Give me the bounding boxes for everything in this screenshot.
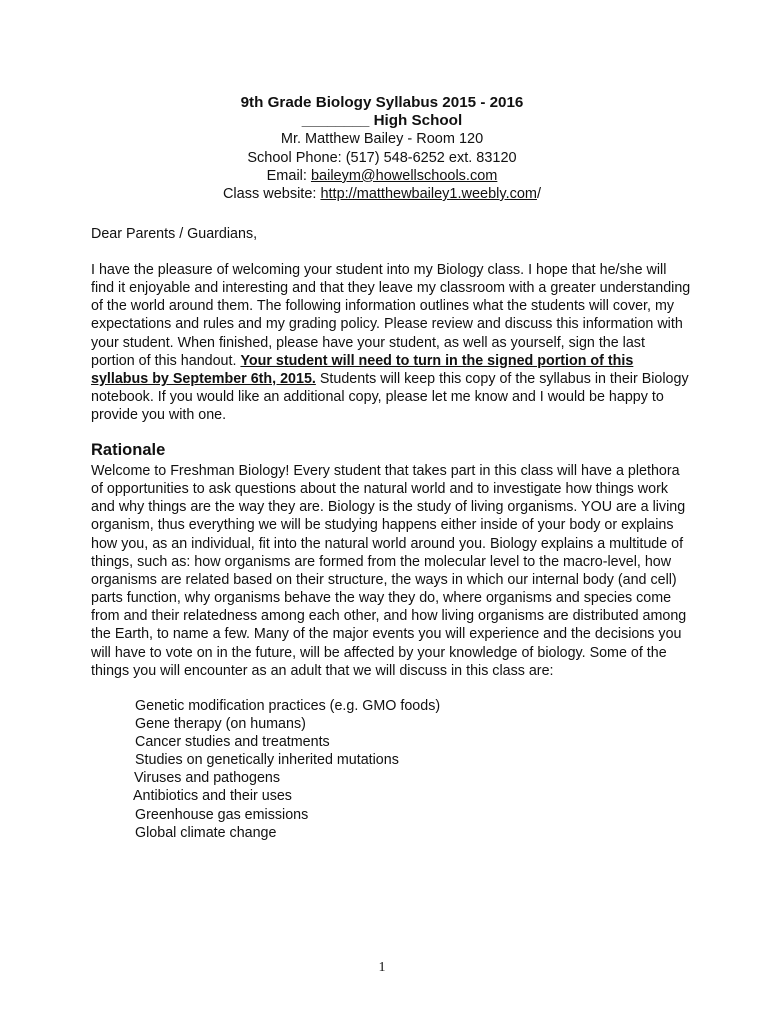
phone-line: School Phone: (517) 548-6252 ext. 83120: [247, 149, 517, 166]
rationale-heading: Rationale: [91, 441, 166, 459]
intro-text: I have the pleasure of welcoming your student into my Biology class. I hope that he/she will find it enjoyable and interesting and that they leave my classroom with a greater understanding of the world around them. The following information outlines what the students will cover, my expectations and rules and my grading policy. Please review and discuss this information with your student. When finished, please have your student, as well as yourself, sign the last portion of this handout.: [91, 262, 691, 369]
list-item: Antibiotics and their uses: [133, 788, 292, 805]
topics-list: [135, 697, 440, 842]
salutation: Dear Parents / Guardians,: [91, 226, 258, 242]
email-label: Email:: [266, 167, 311, 184]
school-name: ________ High School: [301, 112, 463, 130]
teacher-line: Mr. Matthew Bailey - Room 120: [280, 131, 484, 148]
list-item: Cancer studies and treatments: [135, 734, 330, 751]
website-line: [0, 185, 764, 203]
list-item: Viruses and pathogens: [134, 770, 280, 787]
intro-paragraph: [91, 261, 691, 424]
list-item: Global climate change: [135, 824, 277, 841]
website-suffix: /: [537, 186, 542, 203]
signed-portion-notice: Your student will need to turn in the signed portion of this syllabus by September 6th, 2015.: [91, 352, 634, 387]
list-item: Genetic modification practices (e.g. GMO foods): [135, 698, 441, 714]
email-line: [0, 167, 764, 185]
syllabus-header: [0, 94, 764, 203]
list-item: Gene therapy (on humans): [135, 716, 306, 733]
rationale-paragraph: Welcome to Freshman Biology! Every student that takes part in this class will have a plethora of opportunities to ask questions about the natural world and to investigate how things work and why things are the way they are. Biology is the study of living organisms. YOU are a living organism, thus everything we will be studying happens either inside of your body or explains how you, as an individual, fit into the natural world around you. Biology explains a multitude of things, such as: how organisms are formed from the molecular level to the macro-level, how organisms are related based on their structure, the ways in which our internal body (and cell) parts function, why organisms behave the way they do, where organisms and species come from and their relatedness among each other, and how living organisms are distributed among the Earth, to name a few. Many of the major events you will experience and the decisions you will have to vote on in the future, will be affected by your knowledge of biology. Some of the things you will encounter as an adult that we will discuss in this class are:: [91, 463, 687, 679]
website-label: Class website:: [222, 186, 321, 203]
email-link[interactable]: baileym@howellschools.com: [310, 167, 498, 184]
list-item: Greenhouse gas emissions: [135, 806, 309, 823]
syllabus-title: 9th Grade Biology Syllabus 2015 - 2016: [240, 94, 524, 111]
page-number: 1: [378, 960, 386, 975]
closing-text: Students will keep this copy of the syllabus in their Biology notebook. If you would like an additional copy, please let me know and I would be happy to provide you with one.: [91, 370, 689, 424]
website-link[interactable]: http://matthewbailey1.weebly.com: [320, 186, 537, 203]
list-item: Studies on genetically inherited mutations: [135, 752, 399, 769]
